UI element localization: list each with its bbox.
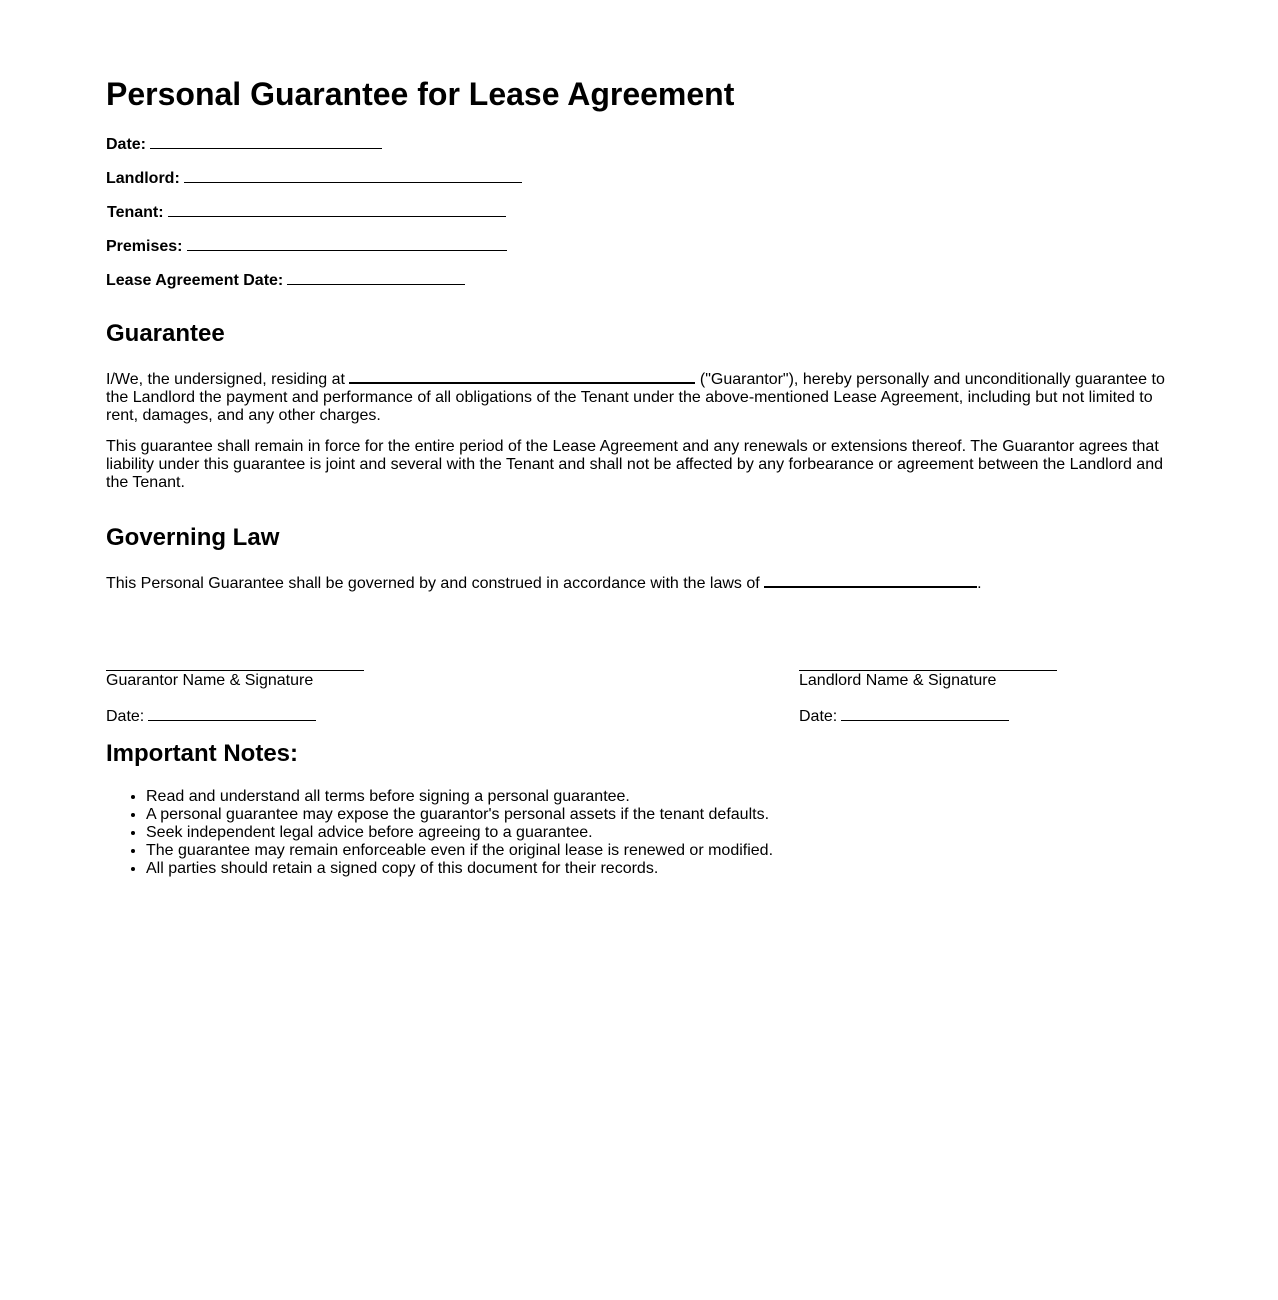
landlord-signature-label: Landlord Name & Signature xyxy=(799,672,997,689)
governing-law-period: . xyxy=(977,575,982,592)
tenant-field xyxy=(107,202,506,222)
guarantee-heading: Guarantee xyxy=(106,320,225,347)
lease-date-label: Lease Agreement Date: xyxy=(106,272,284,289)
landlord-label: Landlord: xyxy=(106,170,180,187)
date-label: Date: xyxy=(106,136,147,153)
guarantee-para1-end: ("Guarantor"), hereby personally and unconditionally guarantee to the Landlord the payment and performance of all obligations of the Tenant under the above-mentioned Lease Agreement, including but not limited to rent, damages, and any other charges. xyxy=(106,371,1165,424)
premises-blank[interactable] xyxy=(187,236,507,251)
date-field xyxy=(106,134,382,154)
guarantee-paragraph-1 xyxy=(106,368,1170,425)
list-item: • A personal guarantee may expose the guarantor's personal assets if the tenant defaults. xyxy=(146,806,773,824)
list-item: • Seek independent legal advice before agreeing to a guarantee. xyxy=(146,824,773,842)
date-blank[interactable] xyxy=(150,134,382,149)
landlord-signature-block xyxy=(799,670,1059,726)
guarantor-date-blank[interactable] xyxy=(148,706,316,721)
guarantor-date-label: Date: xyxy=(106,708,145,725)
premises-field xyxy=(106,236,507,256)
landlord-date xyxy=(799,706,1059,726)
important-notes-list xyxy=(106,788,773,878)
tenant-blank[interactable] xyxy=(168,202,506,217)
landlord-date-label: Date: xyxy=(799,708,838,725)
guarantor-signature-block xyxy=(106,670,366,726)
guarantor-date xyxy=(106,706,366,726)
guarantor-signature-line[interactable] xyxy=(106,670,364,671)
premises-label: Premises: xyxy=(106,238,183,255)
list-item: • The guarantee may remain enforceable even if the original lease is renewed or modified. xyxy=(146,842,773,860)
governing-law-paragraph xyxy=(106,572,1170,593)
jurisdiction-blank[interactable] xyxy=(764,572,977,588)
governing-law-text: This Personal Guarantee shall be governed by and construed in accordance with the laws of xyxy=(106,575,760,592)
guarantee-para1-start: I/We, the undersigned, residing at xyxy=(106,371,345,388)
landlord-signature-line[interactable] xyxy=(799,670,1057,671)
list-item: • Read and understand all terms before signing a personal guarantee. xyxy=(146,788,773,806)
tenant-label: Tenant: xyxy=(107,204,164,221)
lease-date-field xyxy=(106,270,465,290)
lease-date-blank[interactable] xyxy=(287,270,465,285)
landlord-blank[interactable] xyxy=(184,168,522,183)
guarantor-signature-label: Guarantor Name & Signature xyxy=(106,672,314,689)
guarantee-paragraph-2: This guarantee shall remain in force for the entire period of the Lease Agreement and any renewals or extensions thereof. The Guarantor agrees that liability under this guarantee is joint and several with the Tenant and shall not be affected by any forbearance or agreement between the Landlord and the Tenant. xyxy=(106,438,1163,491)
list-item: • All parties should retain a signed copy of this document for their records. xyxy=(146,860,773,878)
guarantor-address-blank[interactable] xyxy=(349,368,695,384)
governing-law-heading: Governing Law xyxy=(106,524,280,551)
landlord-field xyxy=(106,168,522,188)
landlord-date-blank[interactable] xyxy=(841,706,1009,721)
important-notes-heading: Important Notes: xyxy=(106,740,298,767)
page-title: Personal Guarantee for Lease Agreement xyxy=(106,76,735,112)
